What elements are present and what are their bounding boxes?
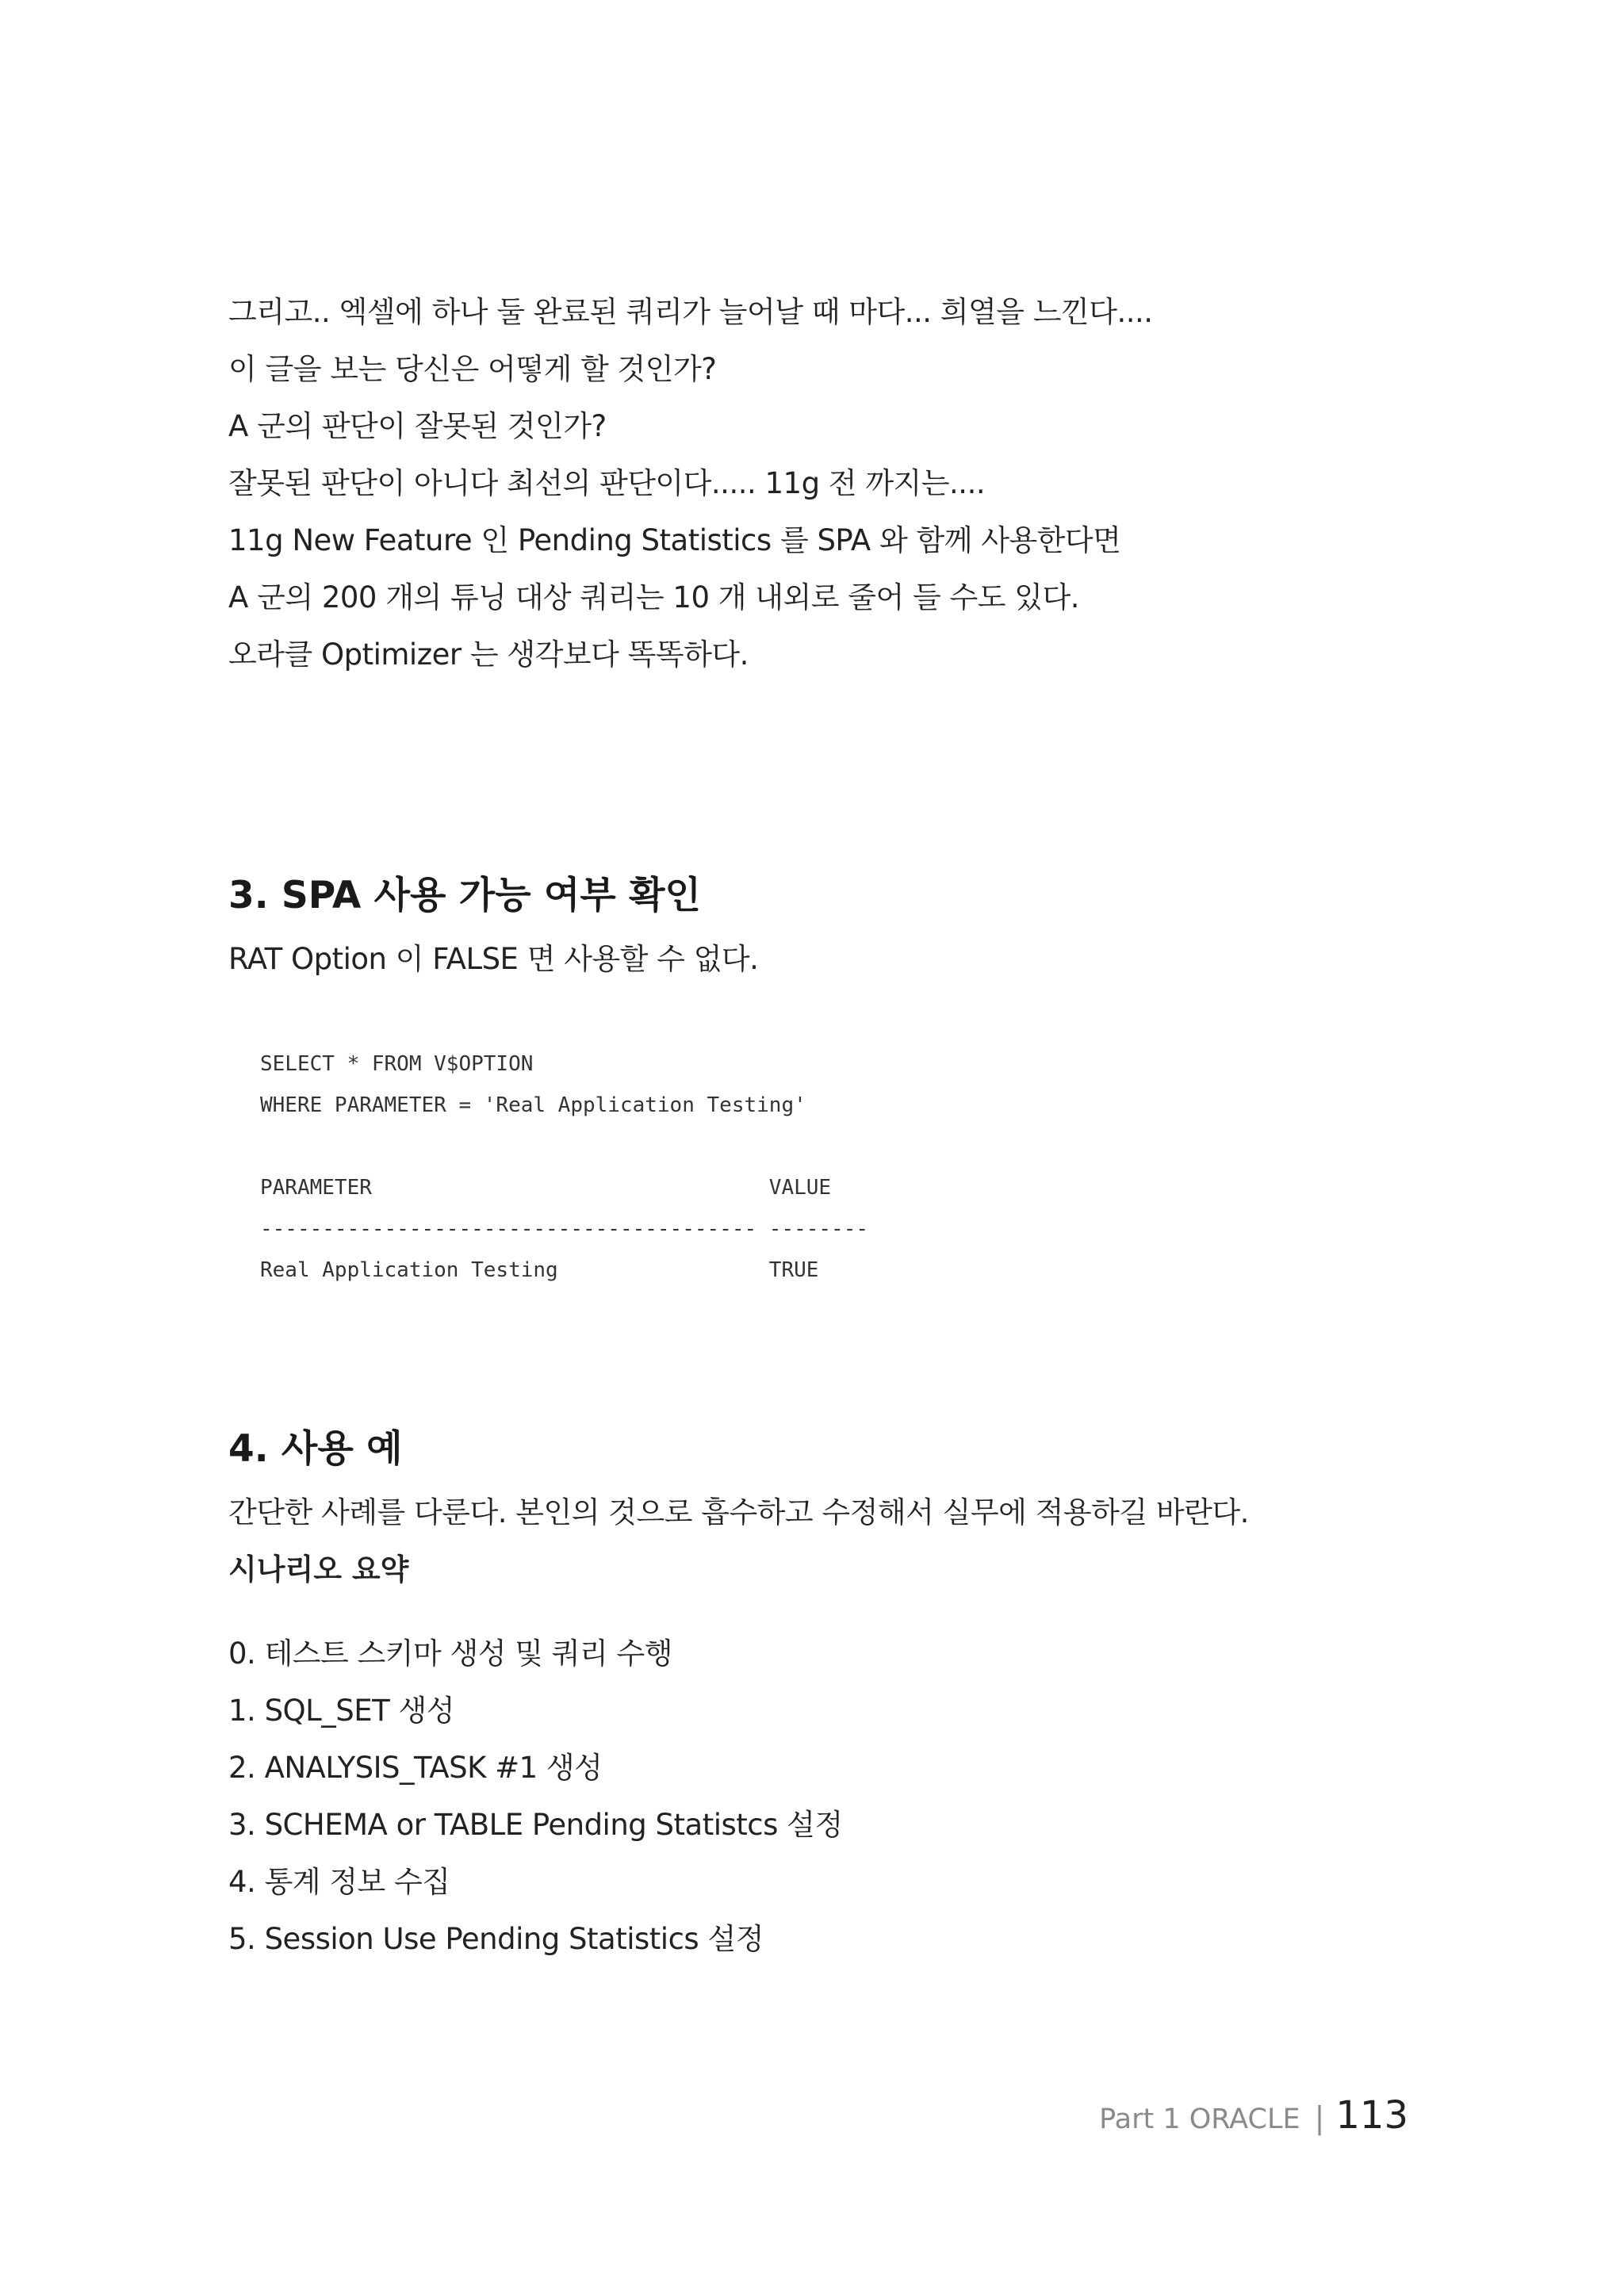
sql-code-block	[260, 1043, 868, 1291]
intro-line: A 군의 판단이 잘못된 것인가?	[228, 409, 607, 443]
scenario-steps-list	[228, 1625, 843, 1968]
intro-line: A 군의 200 개의 튜닝 대상 쿼리는 10 개 내외로 줄어 들 수도 있다.	[228, 580, 1079, 614]
intro-line: 11g New Feature 인 Pending Statistics 를 SPA 와 함께 사용한다면	[228, 523, 1121, 557]
footer-part-label: Part 1 ORACLE	[1099, 2104, 1300, 2135]
list-item: 1. SQL_SET 생성	[228, 1694, 454, 1728]
code-line: Real Application Testing TRUE	[260, 1258, 819, 1282]
intro-line: 오라클 Optimizer 는 생각보다 똑똑하다.	[228, 637, 749, 672]
intro-line: 잘못된 판단이 아니다 최선의 판단이다..... 11g 전 까지는....	[228, 466, 986, 500]
code-line	[260, 1126, 868, 1167]
section-4-title: 4. 사용 예	[228, 1427, 403, 1471]
section-4-text: 간단한 사례를 다룬다. 본인의 것으로 흡수하고 수정해서 실무에 적용하길 바란다.	[228, 1495, 1249, 1529]
footer-separator: |	[1314, 2100, 1325, 2135]
section-3-title: 3. SPA 사용 가능 여부 확인	[228, 874, 701, 917]
list-item: 5. Session Use Pending Statistics 설정	[228, 1922, 764, 1956]
code-line: ---------------------------------------- --------	[260, 1217, 869, 1241]
intro-line: 이 글을 보는 당신은 어떻게 할 것인가?	[228, 352, 717, 386]
list-item: 3. SCHEMA or TABLE Pending Statistcs 설정	[228, 1808, 843, 1842]
intro-paragraph	[228, 284, 1418, 683]
list-item: 4. 통계 정보 수집	[228, 1865, 450, 1899]
code-line: SELECT * FROM V$OPTION	[260, 1052, 534, 1076]
list-item: 0. 테스트 스키마 생성 및 쿼리 수행	[228, 1636, 673, 1671]
intro-line: 그리고.. 엑셀에 하나 둘 완료된 쿼리가 늘어날 때 마다... 희열을 느낀다....	[228, 295, 1153, 329]
page-number: 113	[1335, 2093, 1408, 2138]
code-line: WHERE PARAMETER = 'Real Application Testing'	[260, 1093, 806, 1117]
section-3	[228, 871, 1418, 988]
page-footer	[1099, 2093, 1408, 2157]
list-item: 2. ANALYSIS_TASK #1 생성	[228, 1751, 603, 1785]
scenario-summary-heading: 시나리오 요약	[228, 1552, 409, 1587]
section-4	[228, 1424, 1418, 1598]
code-line: PARAMETER VALUE	[260, 1176, 832, 1200]
section-3-text: RAT Option 이 FALSE 면 사용할 수 없다.	[228, 942, 759, 976]
